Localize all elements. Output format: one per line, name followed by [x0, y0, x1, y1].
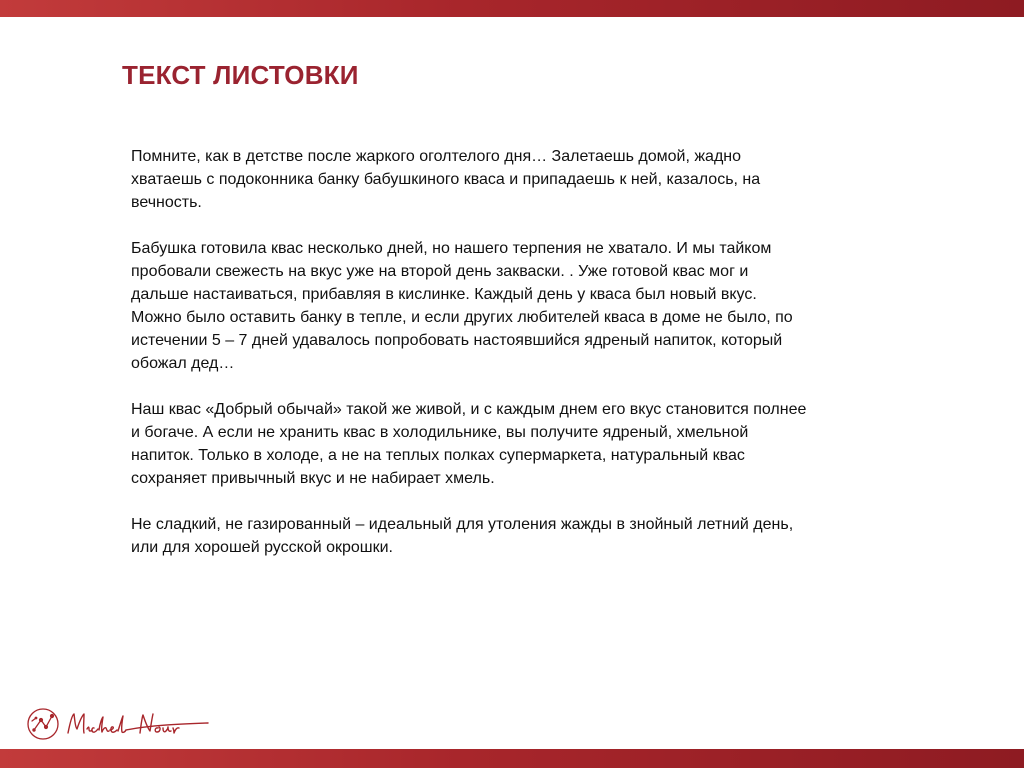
paragraph-thirst-quench: Не сладкий, не газированный – идеальный для утоления жажды в знойный летний день, или для хорошей русской окрошки. — [131, 516, 794, 556]
slide-title: ТЕКСТ ЛИСТОВКИ — [122, 60, 359, 90]
paragraph-our-kvass: Наш квас «Добрый обычай» такой же живой, и с каждым днем его вкус становится полнее и богаче. А если не хранить квас в холодильнике, вы получите ядреный, хмельной напиток. Только в холоде, а не на теплых полках супермаркета, натуральный квас сохраняет привычный вкус и не набирает хмель. — [131, 401, 807, 487]
brand-logo — [22, 703, 212, 745]
top-accent-bar — [0, 0, 1024, 17]
leaflet-text — [131, 145, 941, 582]
paragraph-childhood-memory: Помните, как в детстве после жаркого оголтелого дня… Залетаешь домой, жадно хватаешь с подоконника банку бабушкиного кваса и припадаешь к ней, казалось, на вечность. — [131, 148, 761, 211]
bottom-accent-bar — [0, 749, 1024, 768]
constellation-circle-icon — [22, 703, 212, 745]
paragraph-grandmother-kvass: Бабушка готовила квас несколько дней, но нашего терпения не хватало. И мы тайком пробовали свежесть на вкус уже на второй день закваски. . Уже готовой квас мог и дальше настаиваться, прибавляя в кислинке. Каждый день у кваса был новый вкус. Можно было оставить банку в тепле, и если других любителей кваса в доме не было, по истечении 5 – 7 дней удавалось попробовать настоявшийся ядреный напиток, который обожал дед… — [131, 240, 793, 372]
